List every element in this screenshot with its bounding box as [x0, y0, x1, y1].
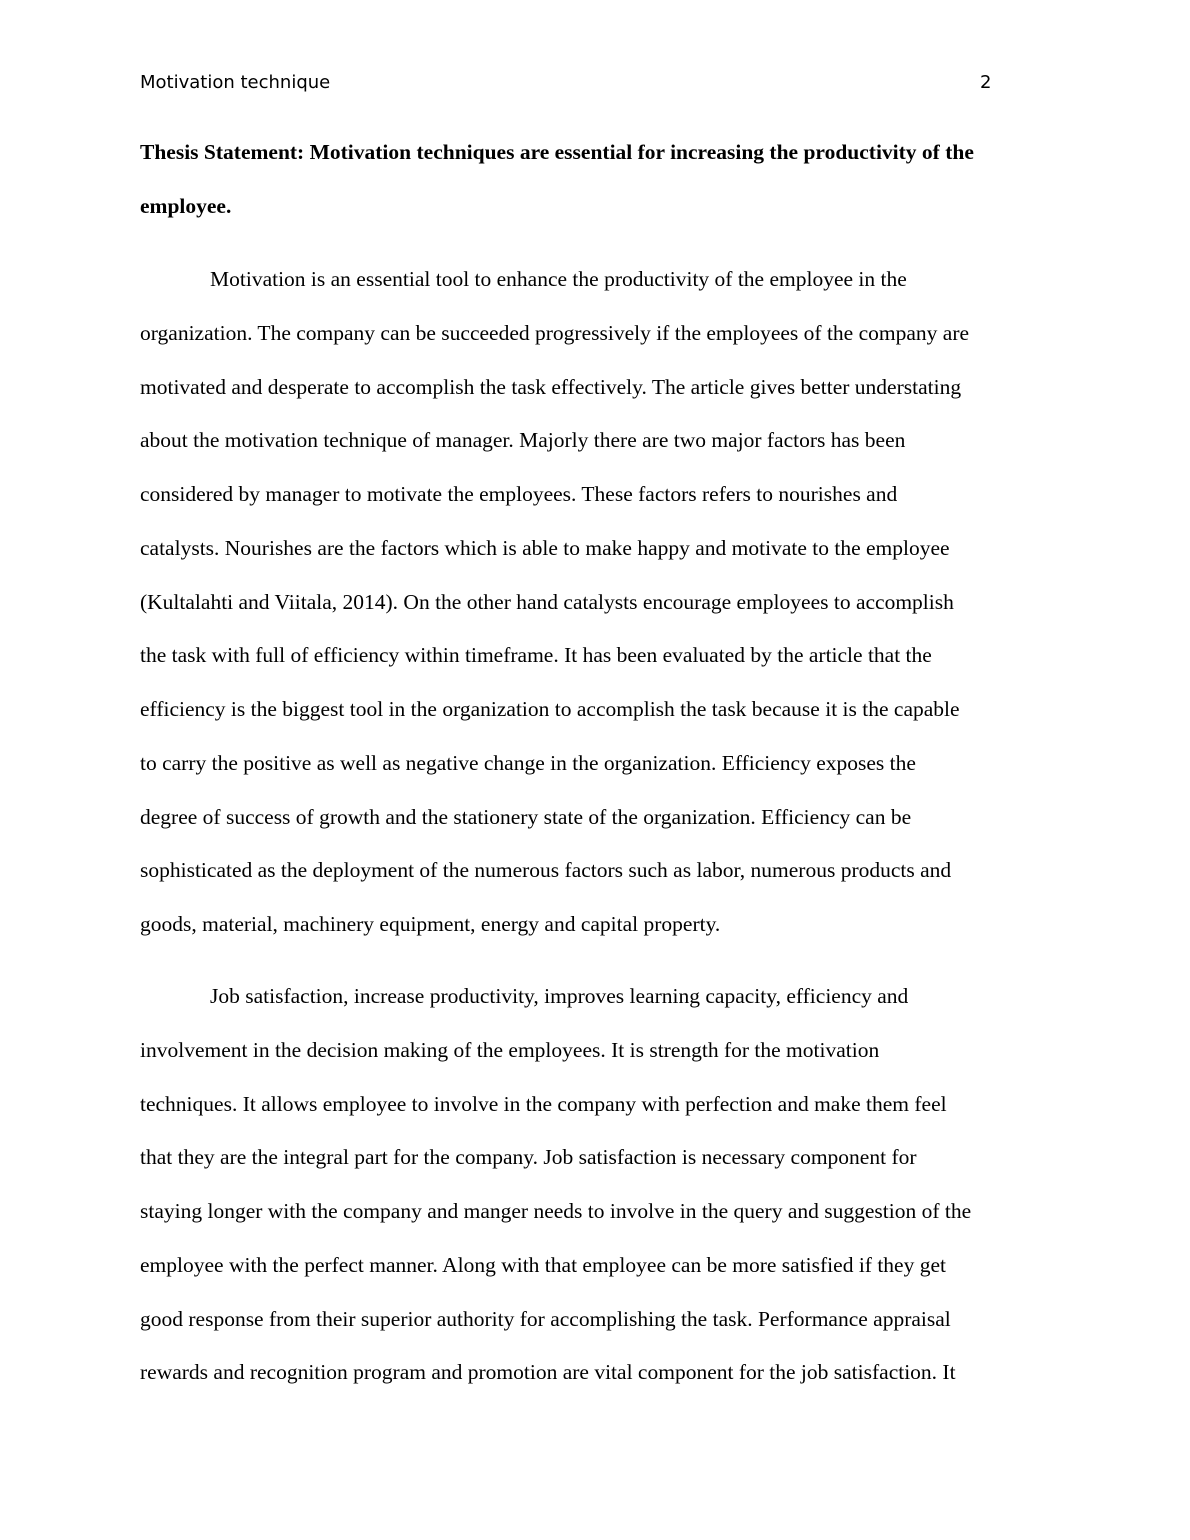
paragraph-line: Job satisfaction, increase productivity, improves learning capacity, efficiency and	[210, 984, 909, 1008]
paragraph-1	[140, 253, 1052, 952]
thesis-statement	[140, 126, 1052, 234]
page-number: 2	[980, 72, 992, 93]
paragraph-line: Motivation is an essential tool to enhance the productivity of the employee in the	[210, 267, 907, 291]
paragraph-line: to carry the positive as well as negative change in the organization. Efficiency exposes the	[140, 750, 916, 775]
paragraph-line: employee with the perfect manner. Along with that employee can be more satisfied if they get	[140, 1252, 946, 1277]
paragraph-line: degree of success of growth and the stationery state of the organization. Efficiency can be	[140, 804, 912, 829]
thesis-line: Thesis Statement: Motivation techniques are essential for increasing the productivity of the	[140, 140, 974, 164]
paragraph-line: about the motivation technique of manager. Majorly there are two major factors has been	[140, 428, 906, 453]
paragraph-line: motivated and desperate to accomplish the task effectively. The article gives better understating	[140, 374, 962, 399]
paragraph-line: efficiency is the biggest tool in the organization to accomplish the task because it is the capable	[140, 697, 960, 721]
paragraph-line: catalysts. Nourishes are the factors which is able to make happy and motivate to the employee	[140, 535, 950, 560]
paragraph-line: sophisticated as the deployment of the numerous factors such as labor, numerous products and	[140, 858, 952, 883]
paragraph-line: staying longer with the company and manger needs to involve in the query and suggestion of the	[140, 1199, 972, 1223]
thesis-line: employee.	[140, 193, 232, 218]
paragraph-2	[140, 970, 1052, 1400]
paragraph-line: the task with full of efficiency within timeframe. It has been evaluated by the article that the	[140, 643, 932, 668]
paragraph-line: that they are the integral part for the company. Job satisfaction is necessary component for	[140, 1145, 917, 1170]
paragraph-line: (Kultalahti and Viitala, 2014). On the other hand catalysts encourage employees to accomplish	[140, 589, 954, 614]
paragraph-line: involvement in the decision making of the employees. It is strength for the motivation	[140, 1037, 880, 1062]
paragraph-line: considered by manager to motivate the employees. These factors refers to nourishes and	[140, 482, 898, 506]
paragraph-line: rewards and recognition program and promotion are vital component for the job satisfaction. It	[140, 1360, 956, 1385]
paragraph-line: organization. The company can be succeeded progressively if the employees of the company are	[140, 320, 970, 345]
running-head: Motivation technique	[140, 72, 331, 93]
paragraph-line: techniques. It allows employee to involve in the company with perfection and make them feel	[140, 1091, 947, 1116]
paragraph-line: good response from their superior authority for accomplishing the task. Performance appraisal	[140, 1306, 951, 1331]
paragraph-line: goods, material, machinery equipment, energy and capital property.	[140, 912, 721, 936]
